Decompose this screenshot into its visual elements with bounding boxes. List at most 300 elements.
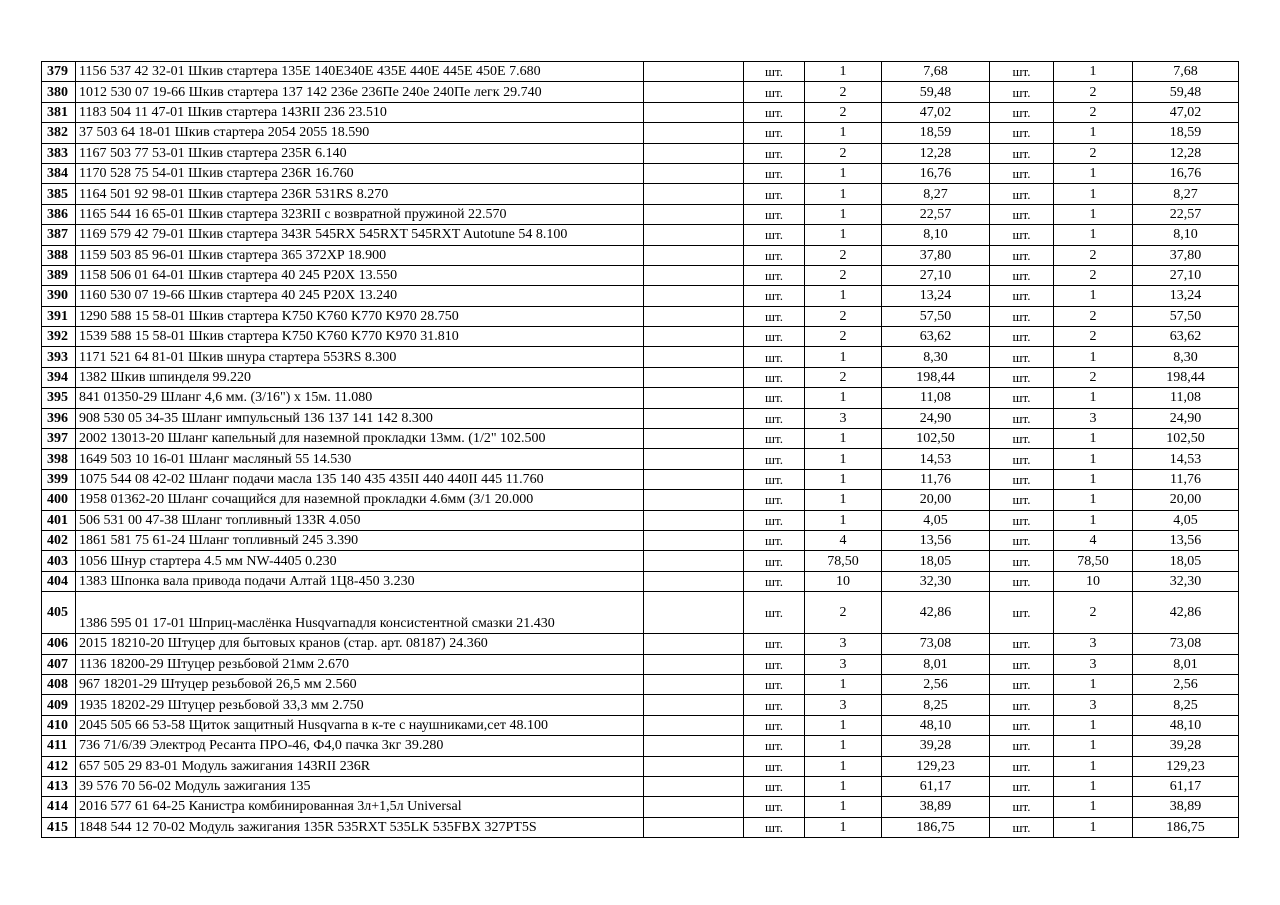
quantity-cell: 3 <box>1054 408 1133 428</box>
item-description: 908 530 05 34-35 Шланг импульсный 136 137 141 142 8.300 <box>76 408 644 428</box>
empty-cell <box>644 469 744 489</box>
row-number: 390 <box>42 286 76 306</box>
unit-cell: шт. <box>990 736 1054 756</box>
quantity-cell: 2 <box>1054 327 1133 347</box>
unit-cell: шт. <box>744 367 805 387</box>
table-row <box>42 429 1239 449</box>
quantity-cell: 2 <box>805 82 882 102</box>
price-cell: 73,08 <box>882 634 990 654</box>
item-description: 1382 Шкив шпинделя 99.220 <box>76 367 644 387</box>
unit-cell: шт. <box>744 571 805 591</box>
unit-cell: шт. <box>744 82 805 102</box>
unit-cell: шт. <box>990 674 1054 694</box>
empty-cell <box>644 408 744 428</box>
sum-cell: 8,30 <box>1133 347 1239 367</box>
sum-cell: 13,56 <box>1133 530 1239 550</box>
price-cell: 186,75 <box>882 817 990 837</box>
empty-cell <box>644 592 744 634</box>
unit-cell: шт. <box>744 123 805 143</box>
empty-cell <box>644 62 744 82</box>
table-row <box>42 388 1239 408</box>
item-description: 1136 18200-29 Штуцер резьбовой 21мм 2.670 <box>76 654 644 674</box>
unit-cell: шт. <box>744 715 805 735</box>
quantity-cell: 4 <box>1054 530 1133 550</box>
quantity-cell: 1 <box>805 347 882 367</box>
quantity-cell: 1 <box>805 756 882 776</box>
unit-cell: шт. <box>744 408 805 428</box>
table-row <box>42 736 1239 756</box>
sum-cell: 47,02 <box>1133 102 1239 122</box>
table-row <box>42 347 1239 367</box>
item-description: 1386 595 01 17-01 Шприц-маслёнка Husqvarnaдля консистентной смазки 21.430 <box>76 592 644 634</box>
unit-cell: шт. <box>744 327 805 347</box>
row-number: 393 <box>42 347 76 367</box>
table-row <box>42 634 1239 654</box>
table-row <box>42 82 1239 102</box>
unit-cell: шт. <box>744 184 805 204</box>
item-description: 2045 505 66 53-58 Щиток защитный Husqvarna в к-те с наушниками,сет 48.100 <box>76 715 644 735</box>
row-number: 404 <box>42 571 76 591</box>
quantity-cell: 2 <box>1054 102 1133 122</box>
price-cell: 2,56 <box>882 674 990 694</box>
quantity-cell: 2 <box>805 367 882 387</box>
item-description: 1164 501 92 98-01 Шкив стартера 236R 531RS 8.270 <box>76 184 644 204</box>
table-row <box>42 143 1239 163</box>
table-row <box>42 510 1239 530</box>
row-number: 403 <box>42 551 76 571</box>
price-cell: 14,53 <box>882 449 990 469</box>
empty-cell <box>644 797 744 817</box>
sum-cell: 14,53 <box>1133 449 1239 469</box>
row-number: 384 <box>42 163 76 183</box>
price-cell: 32,30 <box>882 571 990 591</box>
row-number: 382 <box>42 123 76 143</box>
price-cell: 7,68 <box>882 62 990 82</box>
quantity-cell: 1 <box>1054 388 1133 408</box>
table-row <box>42 327 1239 347</box>
quantity-cell: 1 <box>805 469 882 489</box>
quantity-cell: 1 <box>1054 449 1133 469</box>
row-number: 397 <box>42 429 76 449</box>
item-description: 1649 503 10 16-01 Шланг масляный 55 14.530 <box>76 449 644 469</box>
row-number: 402 <box>42 530 76 550</box>
quantity-cell: 1 <box>805 736 882 756</box>
quantity-cell: 78,50 <box>805 551 882 571</box>
table-row <box>42 469 1239 489</box>
empty-cell <box>644 143 744 163</box>
quantity-cell: 3 <box>1054 634 1133 654</box>
row-number: 414 <box>42 797 76 817</box>
sum-cell: 57,50 <box>1133 306 1239 326</box>
row-number: 405 <box>42 592 76 634</box>
table-row <box>42 102 1239 122</box>
sum-cell: 11,76 <box>1133 469 1239 489</box>
unit-cell: шт. <box>990 592 1054 634</box>
quantity-cell: 1 <box>805 429 882 449</box>
unit-cell: шт. <box>990 388 1054 408</box>
price-cell: 198,44 <box>882 367 990 387</box>
empty-cell <box>644 817 744 837</box>
row-number: 415 <box>42 817 76 837</box>
empty-cell <box>644 510 744 530</box>
item-description: 967 18201-29 Штуцер резьбовой 26,5 мм 2.560 <box>76 674 644 694</box>
item-description: 1159 503 85 96-01 Шкив стартера 365 372XP 18.900 <box>76 245 644 265</box>
row-number: 398 <box>42 449 76 469</box>
quantity-cell: 1 <box>1054 225 1133 245</box>
sum-cell: 129,23 <box>1133 756 1239 776</box>
quantity-cell: 1 <box>1054 286 1133 306</box>
quantity-cell: 1 <box>805 204 882 224</box>
table-row <box>42 265 1239 285</box>
table-row <box>42 695 1239 715</box>
row-number: 410 <box>42 715 76 735</box>
unit-cell: шт. <box>990 204 1054 224</box>
empty-cell <box>644 449 744 469</box>
quantity-cell: 3 <box>805 634 882 654</box>
sum-cell: 63,62 <box>1133 327 1239 347</box>
unit-cell: шт. <box>990 163 1054 183</box>
item-description: 1169 579 42 79-01 Шкив стартера 343R 545RX 545RXT 545RXT Autotune 54 8.100 <box>76 225 644 245</box>
empty-cell <box>644 715 744 735</box>
sum-cell: 2,56 <box>1133 674 1239 694</box>
unit-cell: шт. <box>744 551 805 571</box>
quantity-cell: 1 <box>1054 776 1133 796</box>
sum-cell: 8,01 <box>1133 654 1239 674</box>
unit-cell: шт. <box>990 123 1054 143</box>
empty-cell <box>644 634 744 654</box>
item-description: 1935 18202-29 Штуцер резьбовой 33,3 мм 2.750 <box>76 695 644 715</box>
unit-cell: шт. <box>744 286 805 306</box>
sum-cell: 198,44 <box>1133 367 1239 387</box>
quantity-cell: 1 <box>1054 204 1133 224</box>
empty-cell <box>644 163 744 183</box>
sum-cell: 7,68 <box>1133 62 1239 82</box>
empty-cell <box>644 551 744 571</box>
row-number: 391 <box>42 306 76 326</box>
quantity-cell: 1 <box>805 286 882 306</box>
item-description: 1861 581 75 61-24 Шланг топливный 245 3.390 <box>76 530 644 550</box>
quantity-cell: 2 <box>1054 367 1133 387</box>
empty-cell <box>644 490 744 510</box>
table-row <box>42 123 1239 143</box>
quantity-cell: 78,50 <box>1054 551 1133 571</box>
empty-cell <box>644 654 744 674</box>
item-description: 1056 Шнур стартера 4.5 мм NW-4405 0.230 <box>76 551 644 571</box>
empty-cell <box>644 776 744 796</box>
empty-cell <box>644 82 744 102</box>
row-number: 399 <box>42 469 76 489</box>
item-description: 841 01350-29 Шланг 4,6 мм. (3/16") х 15м. 11.080 <box>76 388 644 408</box>
unit-cell: шт. <box>744 265 805 285</box>
sum-cell: 42,86 <box>1133 592 1239 634</box>
quantity-cell: 3 <box>805 695 882 715</box>
table-row <box>42 286 1239 306</box>
table-row <box>42 62 1239 82</box>
item-description: 1848 544 12 70-02 Модуль зажигания 135R 535RXT 535LK 535FBX 327PT5S <box>76 817 644 837</box>
sum-cell: 11,08 <box>1133 388 1239 408</box>
unit-cell: шт. <box>990 286 1054 306</box>
table-row <box>42 571 1239 591</box>
sum-cell: 13,24 <box>1133 286 1239 306</box>
row-number: 387 <box>42 225 76 245</box>
quantity-cell: 1 <box>805 449 882 469</box>
unit-cell: шт. <box>990 571 1054 591</box>
sum-cell: 18,05 <box>1133 551 1239 571</box>
table-row <box>42 408 1239 428</box>
unit-cell: шт. <box>990 225 1054 245</box>
unit-cell: шт. <box>990 797 1054 817</box>
row-number: 411 <box>42 736 76 756</box>
table-row <box>42 225 1239 245</box>
unit-cell: шт. <box>744 592 805 634</box>
row-number: 396 <box>42 408 76 428</box>
quantity-cell: 1 <box>805 163 882 183</box>
empty-cell <box>644 327 744 347</box>
price-cell: 16,76 <box>882 163 990 183</box>
table-row <box>42 204 1239 224</box>
price-cell: 27,10 <box>882 265 990 285</box>
price-cell: 4,05 <box>882 510 990 530</box>
empty-cell <box>644 736 744 756</box>
table-row <box>42 797 1239 817</box>
quantity-cell: 1 <box>805 674 882 694</box>
row-number: 400 <box>42 490 76 510</box>
unit-cell: шт. <box>990 265 1054 285</box>
quantity-cell: 2 <box>805 143 882 163</box>
quantity-cell: 1 <box>1054 817 1133 837</box>
sum-cell: 8,27 <box>1133 184 1239 204</box>
quantity-cell: 2 <box>805 327 882 347</box>
quantity-cell: 1 <box>805 817 882 837</box>
unit-cell: шт. <box>744 776 805 796</box>
quantity-cell: 3 <box>805 654 882 674</box>
price-cell: 22,57 <box>882 204 990 224</box>
price-cell: 24,90 <box>882 408 990 428</box>
sum-cell: 59,48 <box>1133 82 1239 102</box>
item-description: 1158 506 01 64-01 Шкив стартера 40 245 P20X 13.550 <box>76 265 644 285</box>
row-number: 394 <box>42 367 76 387</box>
table-row <box>42 817 1239 837</box>
unit-cell: шт. <box>990 510 1054 530</box>
table-row <box>42 306 1239 326</box>
price-cell: 102,50 <box>882 429 990 449</box>
empty-cell <box>644 286 744 306</box>
quantity-cell: 10 <box>805 571 882 591</box>
row-number: 392 <box>42 327 76 347</box>
unit-cell: шт. <box>990 143 1054 163</box>
price-cell: 13,56 <box>882 530 990 550</box>
row-number: 386 <box>42 204 76 224</box>
unit-cell: шт. <box>990 245 1054 265</box>
unit-cell: шт. <box>990 695 1054 715</box>
price-cell: 63,62 <box>882 327 990 347</box>
quantity-cell: 2 <box>805 592 882 634</box>
unit-cell: шт. <box>744 225 805 245</box>
item-description: 2015 18210-20 Штуцер для бытовых кранов (стар. арт. 08187) 24.360 <box>76 634 644 654</box>
unit-cell: шт. <box>990 551 1054 571</box>
item-description: 1170 528 75 54-01 Шкив стартера 236R 16.760 <box>76 163 644 183</box>
quantity-cell: 2 <box>1054 306 1133 326</box>
unit-cell: шт. <box>990 449 1054 469</box>
empty-cell <box>644 530 744 550</box>
sum-cell: 73,08 <box>1133 634 1239 654</box>
item-description: 1183 504 11 47-01 Шкив стартера 143RII 236 23.510 <box>76 102 644 122</box>
quantity-cell: 1 <box>1054 674 1133 694</box>
unit-cell: шт. <box>990 776 1054 796</box>
unit-cell: шт. <box>744 695 805 715</box>
sum-cell: 8,25 <box>1133 695 1239 715</box>
price-cell: 38,89 <box>882 797 990 817</box>
unit-cell: шт. <box>744 62 805 82</box>
table-row <box>42 163 1239 183</box>
table-row <box>42 490 1239 510</box>
unit-cell: шт. <box>744 347 805 367</box>
empty-cell <box>644 184 744 204</box>
unit-cell: шт. <box>990 62 1054 82</box>
quantity-cell: 1 <box>805 62 882 82</box>
item-description: 1290 588 15 58-01 Шкив стартера K750 K760 K770 K970 28.750 <box>76 306 644 326</box>
unit-cell: шт. <box>744 797 805 817</box>
row-number: 406 <box>42 634 76 654</box>
price-cell: 8,10 <box>882 225 990 245</box>
row-number: 388 <box>42 245 76 265</box>
price-cell: 59,48 <box>882 82 990 102</box>
unit-cell: шт. <box>990 306 1054 326</box>
unit-cell: шт. <box>744 245 805 265</box>
unit-cell: шт. <box>990 756 1054 776</box>
quantity-cell: 1 <box>1054 756 1133 776</box>
empty-cell <box>644 571 744 591</box>
item-description: 1958 01362-20 Шланг сочащийся для наземной прокладки 4.6мм (3/1 20.000 <box>76 490 644 510</box>
quantity-cell: 1 <box>1054 469 1133 489</box>
sum-cell: 48,10 <box>1133 715 1239 735</box>
empty-cell <box>644 245 744 265</box>
empty-cell <box>644 429 744 449</box>
table-row <box>42 245 1239 265</box>
unit-cell: шт. <box>744 388 805 408</box>
sum-cell: 8,10 <box>1133 225 1239 245</box>
unit-cell: шт. <box>744 510 805 530</box>
unit-cell: шт. <box>744 756 805 776</box>
unit-cell: шт. <box>744 449 805 469</box>
quantity-cell: 2 <box>805 245 882 265</box>
item-description: 1171 521 64 81-01 Шкив шнура стартера 553RS 8.300 <box>76 347 644 367</box>
empty-cell <box>644 674 744 694</box>
unit-cell: шт. <box>990 184 1054 204</box>
quantity-cell: 1 <box>805 225 882 245</box>
unit-cell: шт. <box>744 102 805 122</box>
unit-cell: шт. <box>744 143 805 163</box>
table-row <box>42 184 1239 204</box>
unit-cell: шт. <box>990 327 1054 347</box>
row-number: 385 <box>42 184 76 204</box>
sum-cell: 38,89 <box>1133 797 1239 817</box>
sum-cell: 32,30 <box>1133 571 1239 591</box>
unit-cell: шт. <box>744 163 805 183</box>
quantity-cell: 10 <box>1054 571 1133 591</box>
item-description: 2016 577 61 64-25 Канистра комбинированная 3л+1,5л Universal <box>76 797 644 817</box>
item-description: 1160 530 07 19-66 Шкив стартера 40 245 P20X 13.240 <box>76 286 644 306</box>
unit-cell: шт. <box>744 674 805 694</box>
quantity-cell: 1 <box>805 123 882 143</box>
unit-cell: шт. <box>990 654 1054 674</box>
quantity-cell: 1 <box>805 776 882 796</box>
empty-cell <box>644 204 744 224</box>
row-number: 389 <box>42 265 76 285</box>
item-description: 1165 544 16 65-01 Шкив стартера 323RII с возвратной пружиной 22.570 <box>76 204 644 224</box>
row-number: 408 <box>42 674 76 694</box>
item-description: 1075 544 08 42-02 Шланг подачи масла 135 140 435 435II 440 440II 445 11.760 <box>76 469 644 489</box>
item-description: 506 531 00 47-38 Шланг топливный 133R 4.050 <box>76 510 644 530</box>
quantity-cell: 3 <box>1054 654 1133 674</box>
quantity-cell: 1 <box>1054 347 1133 367</box>
quantity-cell: 1 <box>1054 429 1133 449</box>
quantity-cell: 1 <box>1054 490 1133 510</box>
item-description: 1383 Шпонка вала привода подачи Алтай 1Ц8-450 3.230 <box>76 571 644 591</box>
item-description: 1539 588 15 58-01 Шкив стартера K750 K760 K770 K970 31.810 <box>76 327 644 347</box>
empty-cell <box>644 225 744 245</box>
table-row <box>42 654 1239 674</box>
quantity-cell: 1 <box>1054 62 1133 82</box>
table-row <box>42 674 1239 694</box>
sum-cell: 186,75 <box>1133 817 1239 837</box>
quantity-cell: 3 <box>805 408 882 428</box>
unit-cell: шт. <box>744 490 805 510</box>
price-cell: 13,24 <box>882 286 990 306</box>
unit-cell: шт. <box>744 204 805 224</box>
sum-cell: 39,28 <box>1133 736 1239 756</box>
price-cell: 20,00 <box>882 490 990 510</box>
sum-cell: 22,57 <box>1133 204 1239 224</box>
price-cell: 18,59 <box>882 123 990 143</box>
empty-cell <box>644 367 744 387</box>
quantity-cell: 2 <box>1054 143 1133 163</box>
sum-cell: 27,10 <box>1133 265 1239 285</box>
table-row <box>42 715 1239 735</box>
quantity-cell: 1 <box>805 797 882 817</box>
unit-cell: шт. <box>990 347 1054 367</box>
quantity-cell: 1 <box>805 388 882 408</box>
empty-cell <box>644 306 744 326</box>
sum-cell: 102,50 <box>1133 429 1239 449</box>
price-cell: 8,25 <box>882 695 990 715</box>
price-cell: 37,80 <box>882 245 990 265</box>
quantity-cell: 1 <box>805 490 882 510</box>
items-table <box>41 61 1239 838</box>
empty-cell <box>644 123 744 143</box>
unit-cell: шт. <box>990 102 1054 122</box>
unit-cell: шт. <box>990 817 1054 837</box>
item-description: 2002 13013-20 Шланг капельный для наземной прокладки 13мм. (1/2" 102.500 <box>76 429 644 449</box>
row-number: 407 <box>42 654 76 674</box>
quantity-cell: 1 <box>1054 715 1133 735</box>
unit-cell: шт. <box>744 817 805 837</box>
unit-cell: шт. <box>744 429 805 449</box>
quantity-cell: 2 <box>1054 245 1133 265</box>
quantity-cell: 1 <box>805 510 882 530</box>
unit-cell: шт. <box>744 469 805 489</box>
row-number: 409 <box>42 695 76 715</box>
price-cell: 18,05 <box>882 551 990 571</box>
item-description: 657 505 29 83-01 Модуль зажигания 143RII 236R <box>76 756 644 776</box>
unit-cell: шт. <box>990 715 1054 735</box>
table-row <box>42 776 1239 796</box>
price-cell: 11,76 <box>882 469 990 489</box>
price-cell: 8,27 <box>882 184 990 204</box>
item-description: 37 503 64 18-01 Шкив стартера 2054 2055 18.590 <box>76 123 644 143</box>
quantity-cell: 3 <box>1054 695 1133 715</box>
quantity-cell: 1 <box>1054 736 1133 756</box>
